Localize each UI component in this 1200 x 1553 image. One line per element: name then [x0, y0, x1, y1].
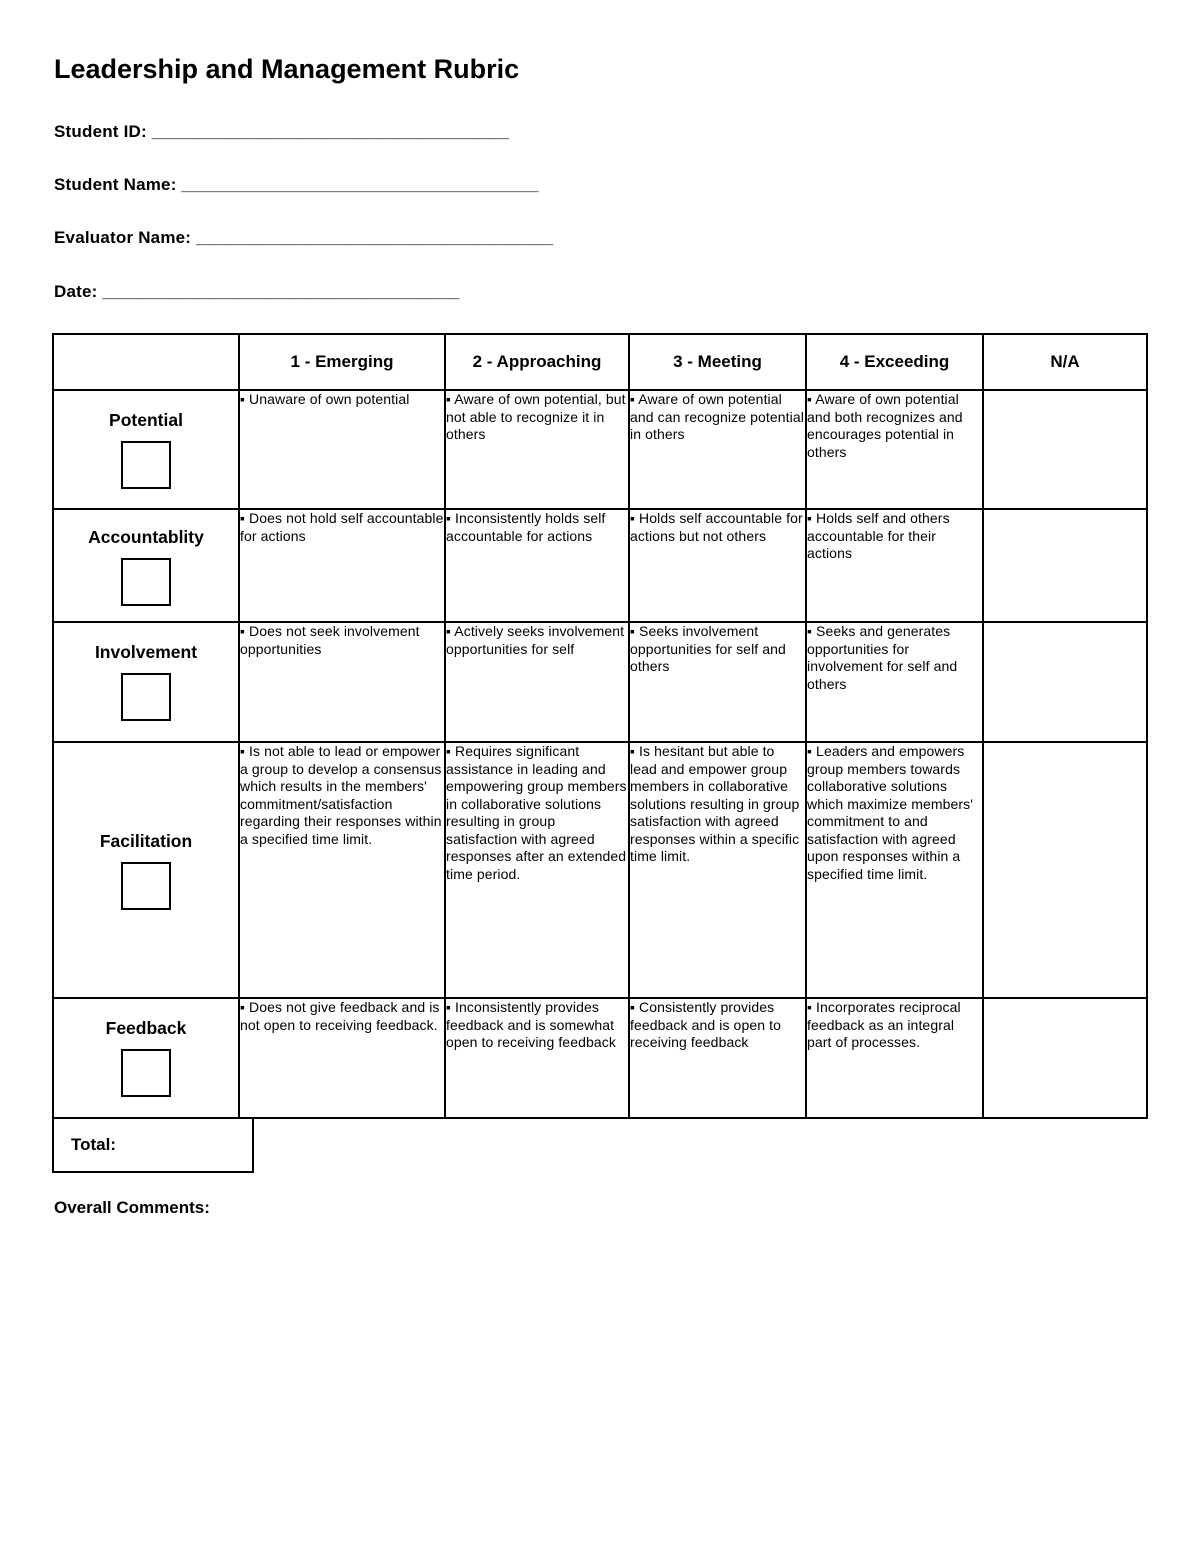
criterion-cell	[53, 509, 239, 622]
rubric-table	[52, 333, 1148, 1119]
rubric-header-row	[53, 334, 1147, 390]
descriptor-cell	[806, 998, 983, 1118]
header-approaching: 2 - Approaching	[445, 334, 629, 390]
descriptor-text: ▪ Seeks involvement opportunities for self and others	[630, 623, 786, 674]
descriptor-cell	[629, 998, 806, 1118]
rubric-row-potential	[53, 390, 1147, 509]
criterion-label: Feedback	[105, 1018, 187, 1038]
overall-comments-label: Overall Comments:	[54, 1198, 210, 1217]
descriptor-text: ▪ Requires significant assistance in leading and empowering group members in collaborative solutions resulting in group satisfaction with agreed responses after an extended time period.	[446, 743, 627, 882]
descriptor-text: ▪ Does not give feedback and is not open to receiving feedback.	[240, 999, 440, 1033]
total-box[interactable]	[52, 1117, 254, 1173]
na-cell[interactable]	[983, 390, 1147, 509]
descriptor-cell	[806, 622, 983, 742]
student-id-field[interactable]: Student ID: _____________________________________	[54, 122, 509, 141]
descriptor-text: ▪ Consistently provides feedback and is open to receiving feedback	[630, 999, 781, 1050]
descriptor-text: ▪ Aware of own potential, but not able to recognize it in others	[446, 391, 626, 442]
score-box[interactable]	[121, 558, 171, 606]
criterion-cell	[53, 622, 239, 742]
descriptor-cell	[239, 622, 445, 742]
na-cell[interactable]	[983, 742, 1147, 998]
header-exceeding: 4 - Exceeding	[806, 334, 983, 390]
descriptor-cell	[629, 742, 806, 998]
descriptor-cell	[239, 390, 445, 509]
criterion-label: Accountablity	[88, 527, 204, 547]
score-box[interactable]	[121, 862, 171, 910]
descriptor-text: ▪ Incorporates reciprocal feedback as an integral part of processes.	[807, 999, 961, 1050]
descriptor-text: ▪ Inconsistently provides feedback and is somewhat open to receiving feedback	[446, 999, 616, 1050]
descriptor-text: ▪ Holds self and others accountable for their actions	[807, 510, 950, 561]
descriptor-cell	[445, 742, 629, 998]
rubric-row-feedback	[53, 998, 1147, 1118]
descriptor-cell	[445, 390, 629, 509]
total-label: Total:	[71, 1135, 117, 1154]
score-box[interactable]	[121, 1049, 171, 1097]
date-field[interactable]: Date: _____________________________________	[54, 282, 460, 301]
descriptor-cell	[445, 622, 629, 742]
descriptor-cell	[806, 742, 983, 998]
na-cell[interactable]	[983, 509, 1147, 622]
descriptor-text: ▪ Holds self accountable for actions but not others	[630, 510, 803, 544]
rubric-row-involvement	[53, 622, 1147, 742]
criterion-label: Facilitation	[99, 831, 193, 851]
descriptor-text: ▪ Leaders and empowers group members towards collaborative solutions which maximize members' commitment to and satisfaction with agreed upon responses within a specified time limit.	[807, 743, 974, 882]
header-na: N/A	[983, 334, 1147, 390]
descriptor-text: ▪ Is not able to lead or empower a group to develop a consensus which results in the members' commitment/satisfaction regarding their responses within a specified time limit.	[240, 743, 442, 847]
score-box[interactable]	[121, 673, 171, 721]
score-box[interactable]	[121, 441, 171, 489]
criterion-cell	[53, 742, 239, 998]
header-meeting: 3 - Meeting	[629, 334, 806, 390]
descriptor-cell	[239, 742, 445, 998]
header-corner	[53, 334, 239, 390]
evaluator-name-field[interactable]: Evaluator Name: _____________________________________	[54, 228, 554, 247]
descriptor-cell	[806, 509, 983, 622]
rubric-row-accountability	[53, 509, 1147, 622]
descriptor-cell	[239, 998, 445, 1118]
descriptor-text: ▪ Seeks and generates opportunities for involvement for self and others	[807, 623, 958, 692]
descriptor-text: ▪ Aware of own potential and both recognizes and encourages potential in others	[807, 391, 963, 460]
descriptor-text: ▪ Unaware of own potential	[240, 391, 410, 407]
header-emerging: 1 - Emerging	[239, 334, 445, 390]
criterion-cell	[53, 390, 239, 509]
page-title: Leadership and Management Rubric	[54, 54, 520, 84]
student-name-field[interactable]: Student Name: _____________________________________	[54, 175, 539, 194]
descriptor-cell	[629, 509, 806, 622]
criterion-label: Involvement	[94, 642, 198, 662]
descriptor-text: ▪ Inconsistently holds self accountable for actions	[446, 510, 606, 544]
criterion-cell	[53, 998, 239, 1118]
descriptor-cell	[445, 509, 629, 622]
criterion-label: Potential	[109, 410, 183, 430]
descriptor-cell	[445, 998, 629, 1118]
descriptor-cell	[239, 509, 445, 622]
descriptor-cell	[629, 390, 806, 509]
descriptor-text: ▪ Is hesitant but able to lead and empower group members in collaborative solutions resulting in group satisfaction with agreed responses within a specific time limit.	[630, 743, 800, 864]
descriptor-text: ▪ Aware of own potential and can recognize potential in others	[630, 391, 804, 442]
descriptor-cell	[629, 622, 806, 742]
descriptor-cell	[806, 390, 983, 509]
rubric-row-facilitation	[53, 742, 1147, 998]
descriptor-text: ▪ Does not hold self accountable for actions	[240, 510, 444, 544]
descriptor-text: ▪ Does not seek involvement opportunities	[240, 623, 420, 657]
na-cell[interactable]	[983, 622, 1147, 742]
descriptor-text: ▪ Actively seeks involvement opportunities for self	[446, 623, 625, 657]
na-cell[interactable]	[983, 998, 1147, 1118]
